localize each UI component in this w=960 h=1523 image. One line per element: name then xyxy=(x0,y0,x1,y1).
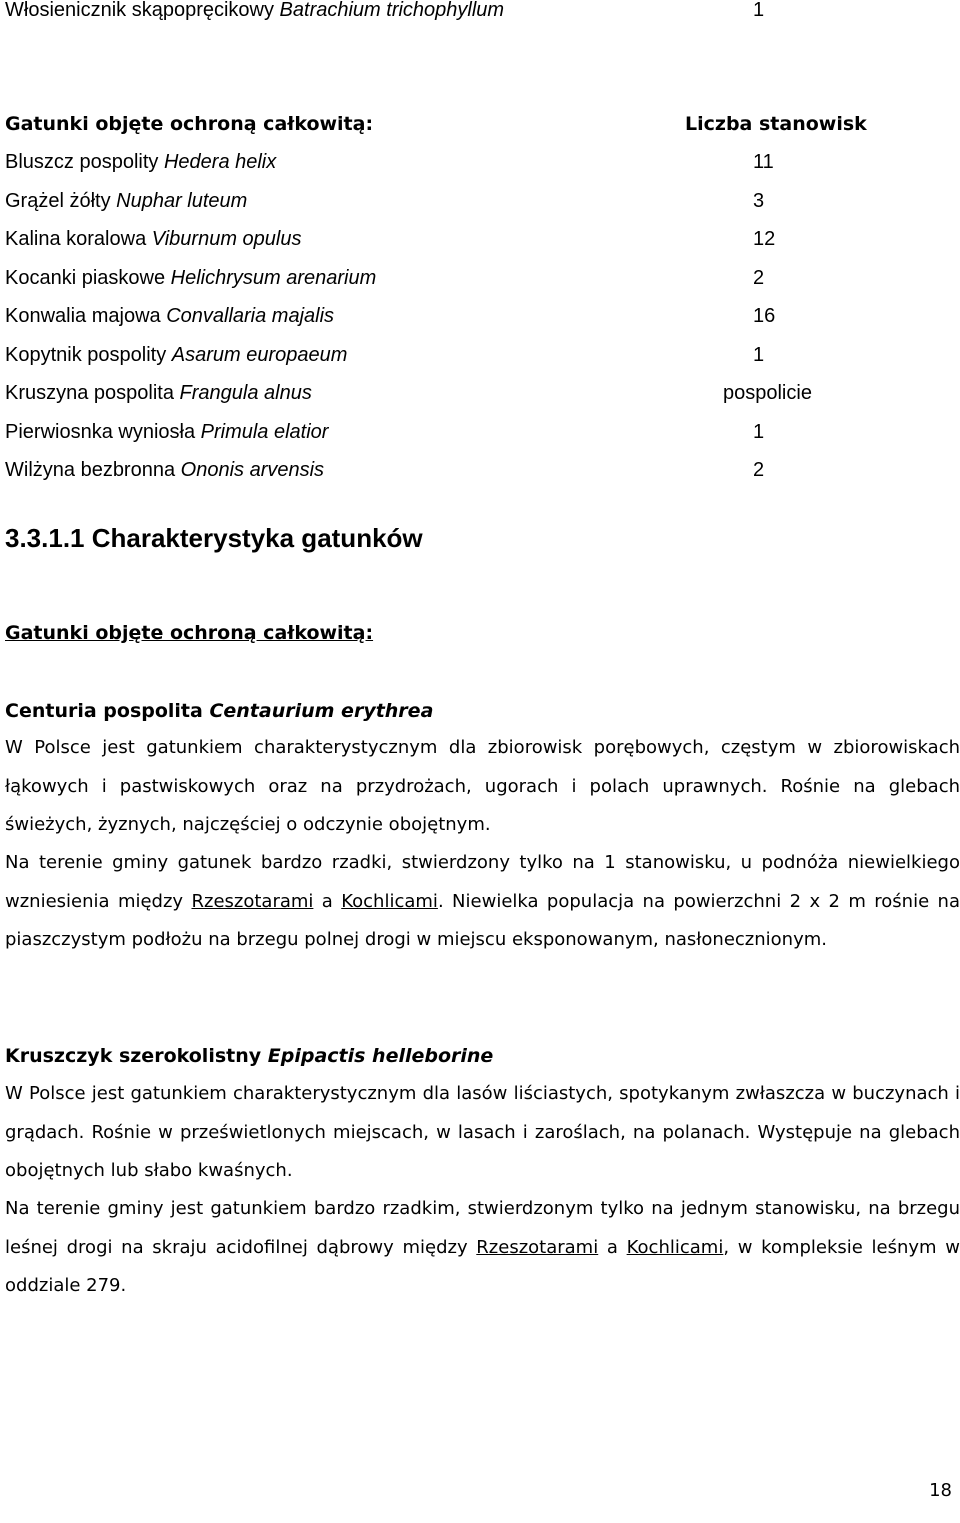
species-name: Kocanki piaskowe xyxy=(5,267,171,289)
place-link-rzeszotary[interactable]: Rzeszotarami xyxy=(476,1236,599,1258)
species-count: 1 xyxy=(753,421,765,443)
table-row xyxy=(5,455,945,485)
locality-text: Na terenie gminy jest gatunkiem bardzo rzadkim, stwierdzonym tylko na jednym stanowisku, na brzegu leśnej drogi na skraju acidofilnej dąbrowy między xyxy=(5,1198,960,1258)
locality-text: a xyxy=(313,890,342,912)
table-row xyxy=(5,0,945,25)
table-row xyxy=(5,417,945,447)
species-heading-name: Centuria pospolita xyxy=(5,700,210,722)
table-row xyxy=(5,186,945,216)
table-header-label: Gatunki objęte ochroną całkowitą: xyxy=(5,113,374,135)
species-name: Grążel żółty xyxy=(5,190,117,212)
species-name: Kopytnik pospolity xyxy=(5,344,172,366)
species-latin: Primula elatior xyxy=(200,421,329,443)
species-latin: Ononis arvensis xyxy=(180,459,325,481)
table-row xyxy=(5,147,945,177)
species-count: 2 xyxy=(753,459,765,481)
species-name: Kalina koralowa xyxy=(5,228,152,250)
species-count: 16 xyxy=(753,305,776,327)
species-latin: Hedera helix xyxy=(163,151,277,173)
species-count: 1 xyxy=(753,0,765,21)
species-latin: Convallaria majalis xyxy=(166,305,335,327)
species-latin: Viburnum opulus xyxy=(151,228,302,250)
table-row xyxy=(5,340,945,370)
species-heading xyxy=(5,696,433,726)
table-row xyxy=(5,301,945,331)
locality-text: , w kompleksie leśnym w oddziale 279. xyxy=(5,1236,960,1296)
section-subheading: Gatunki objęte ochroną całkowitą: xyxy=(5,622,374,644)
species-name: Bluszcz pospolity xyxy=(5,151,164,173)
species-latin: Asarum europaeum xyxy=(171,344,348,366)
species-name: Wilżyna bezbronna xyxy=(5,459,181,481)
species-count: 1 xyxy=(753,344,765,366)
table-header xyxy=(5,109,945,139)
species-locality xyxy=(5,844,960,960)
species-name: Kruszyna pospolita xyxy=(5,382,180,404)
locality-text: Na terenie gminy gatunek bardzo rzadki, stwierdzony tylko na 1 stanowisku, u podnóża niewielkiego wzniesienia między xyxy=(5,852,960,912)
species-latin: Helichrysum arenarium xyxy=(170,267,377,289)
section-heading: 3.3.1.1 Charakterystyka gatunków xyxy=(5,523,423,553)
place-link-rzeszotary[interactable]: Rzeszotarami xyxy=(191,890,314,912)
species-heading xyxy=(5,1041,493,1071)
species-count: 2 xyxy=(753,267,765,289)
species-count: pospolicie xyxy=(723,382,812,404)
species-name: Pierwiosnka wyniosła xyxy=(5,421,201,443)
place-link-kochlice[interactable]: Kochlicami xyxy=(341,890,438,912)
table-header-count: Liczba stanowisk xyxy=(685,113,867,135)
place-link-kochlice[interactable]: Kochlicami xyxy=(626,1236,724,1258)
species-count: 11 xyxy=(753,151,774,173)
species-count: 12 xyxy=(753,228,776,250)
table-row xyxy=(5,263,945,293)
species-heading-name: Kruszczyk szerokolistny xyxy=(5,1045,268,1067)
species-name: Włosienicznik skąpopręcikowy xyxy=(5,0,280,21)
page-number: 18 xyxy=(929,1480,952,1501)
species-latin: Frangula alnus xyxy=(179,382,312,404)
species-description: W Polsce jest gatunkiem charakterystycznym dla zbiorowisk porębowych, częstym w zbiorowiskach łąkowych i pastwiskowych oraz na przydrożach, ugorach i polach uprawnych. Rośnie na glebach świeżych, żyznych, najczęściej o odczynie obojętnym. xyxy=(5,737,960,835)
species-latin: Nuphar luteum xyxy=(116,190,248,212)
species-locality xyxy=(5,1190,960,1306)
table-row xyxy=(5,378,945,408)
locality-text: a xyxy=(598,1236,627,1258)
species-description: W Polsce jest gatunkiem charakterystycznym dla lasów liściastych, spotykanym zwłaszcza w buczynach i grądach. Rośnie w prześwietlonych miejscach, w lasach i zaroślach, na polanach. Występuje na glebach obojętnych lub słabo kwaśnych. xyxy=(5,1083,960,1181)
species-heading-latin: Centaurium erythrea xyxy=(209,700,434,722)
species-name: Konwalia majowa xyxy=(5,305,167,327)
table-row xyxy=(5,224,945,254)
species-heading-latin: Epipactis helleborine xyxy=(267,1045,494,1067)
species-count: 3 xyxy=(753,190,765,212)
species-latin: Batrachium trichophyllum xyxy=(279,0,505,21)
locality-text: . Niewielka populacja na powierzchni 2 x 2 m rośnie na piaszczystym podłożu na brzegu polnej drogi w miejscu eksponowanym, nasłonecznionym. xyxy=(5,890,960,950)
